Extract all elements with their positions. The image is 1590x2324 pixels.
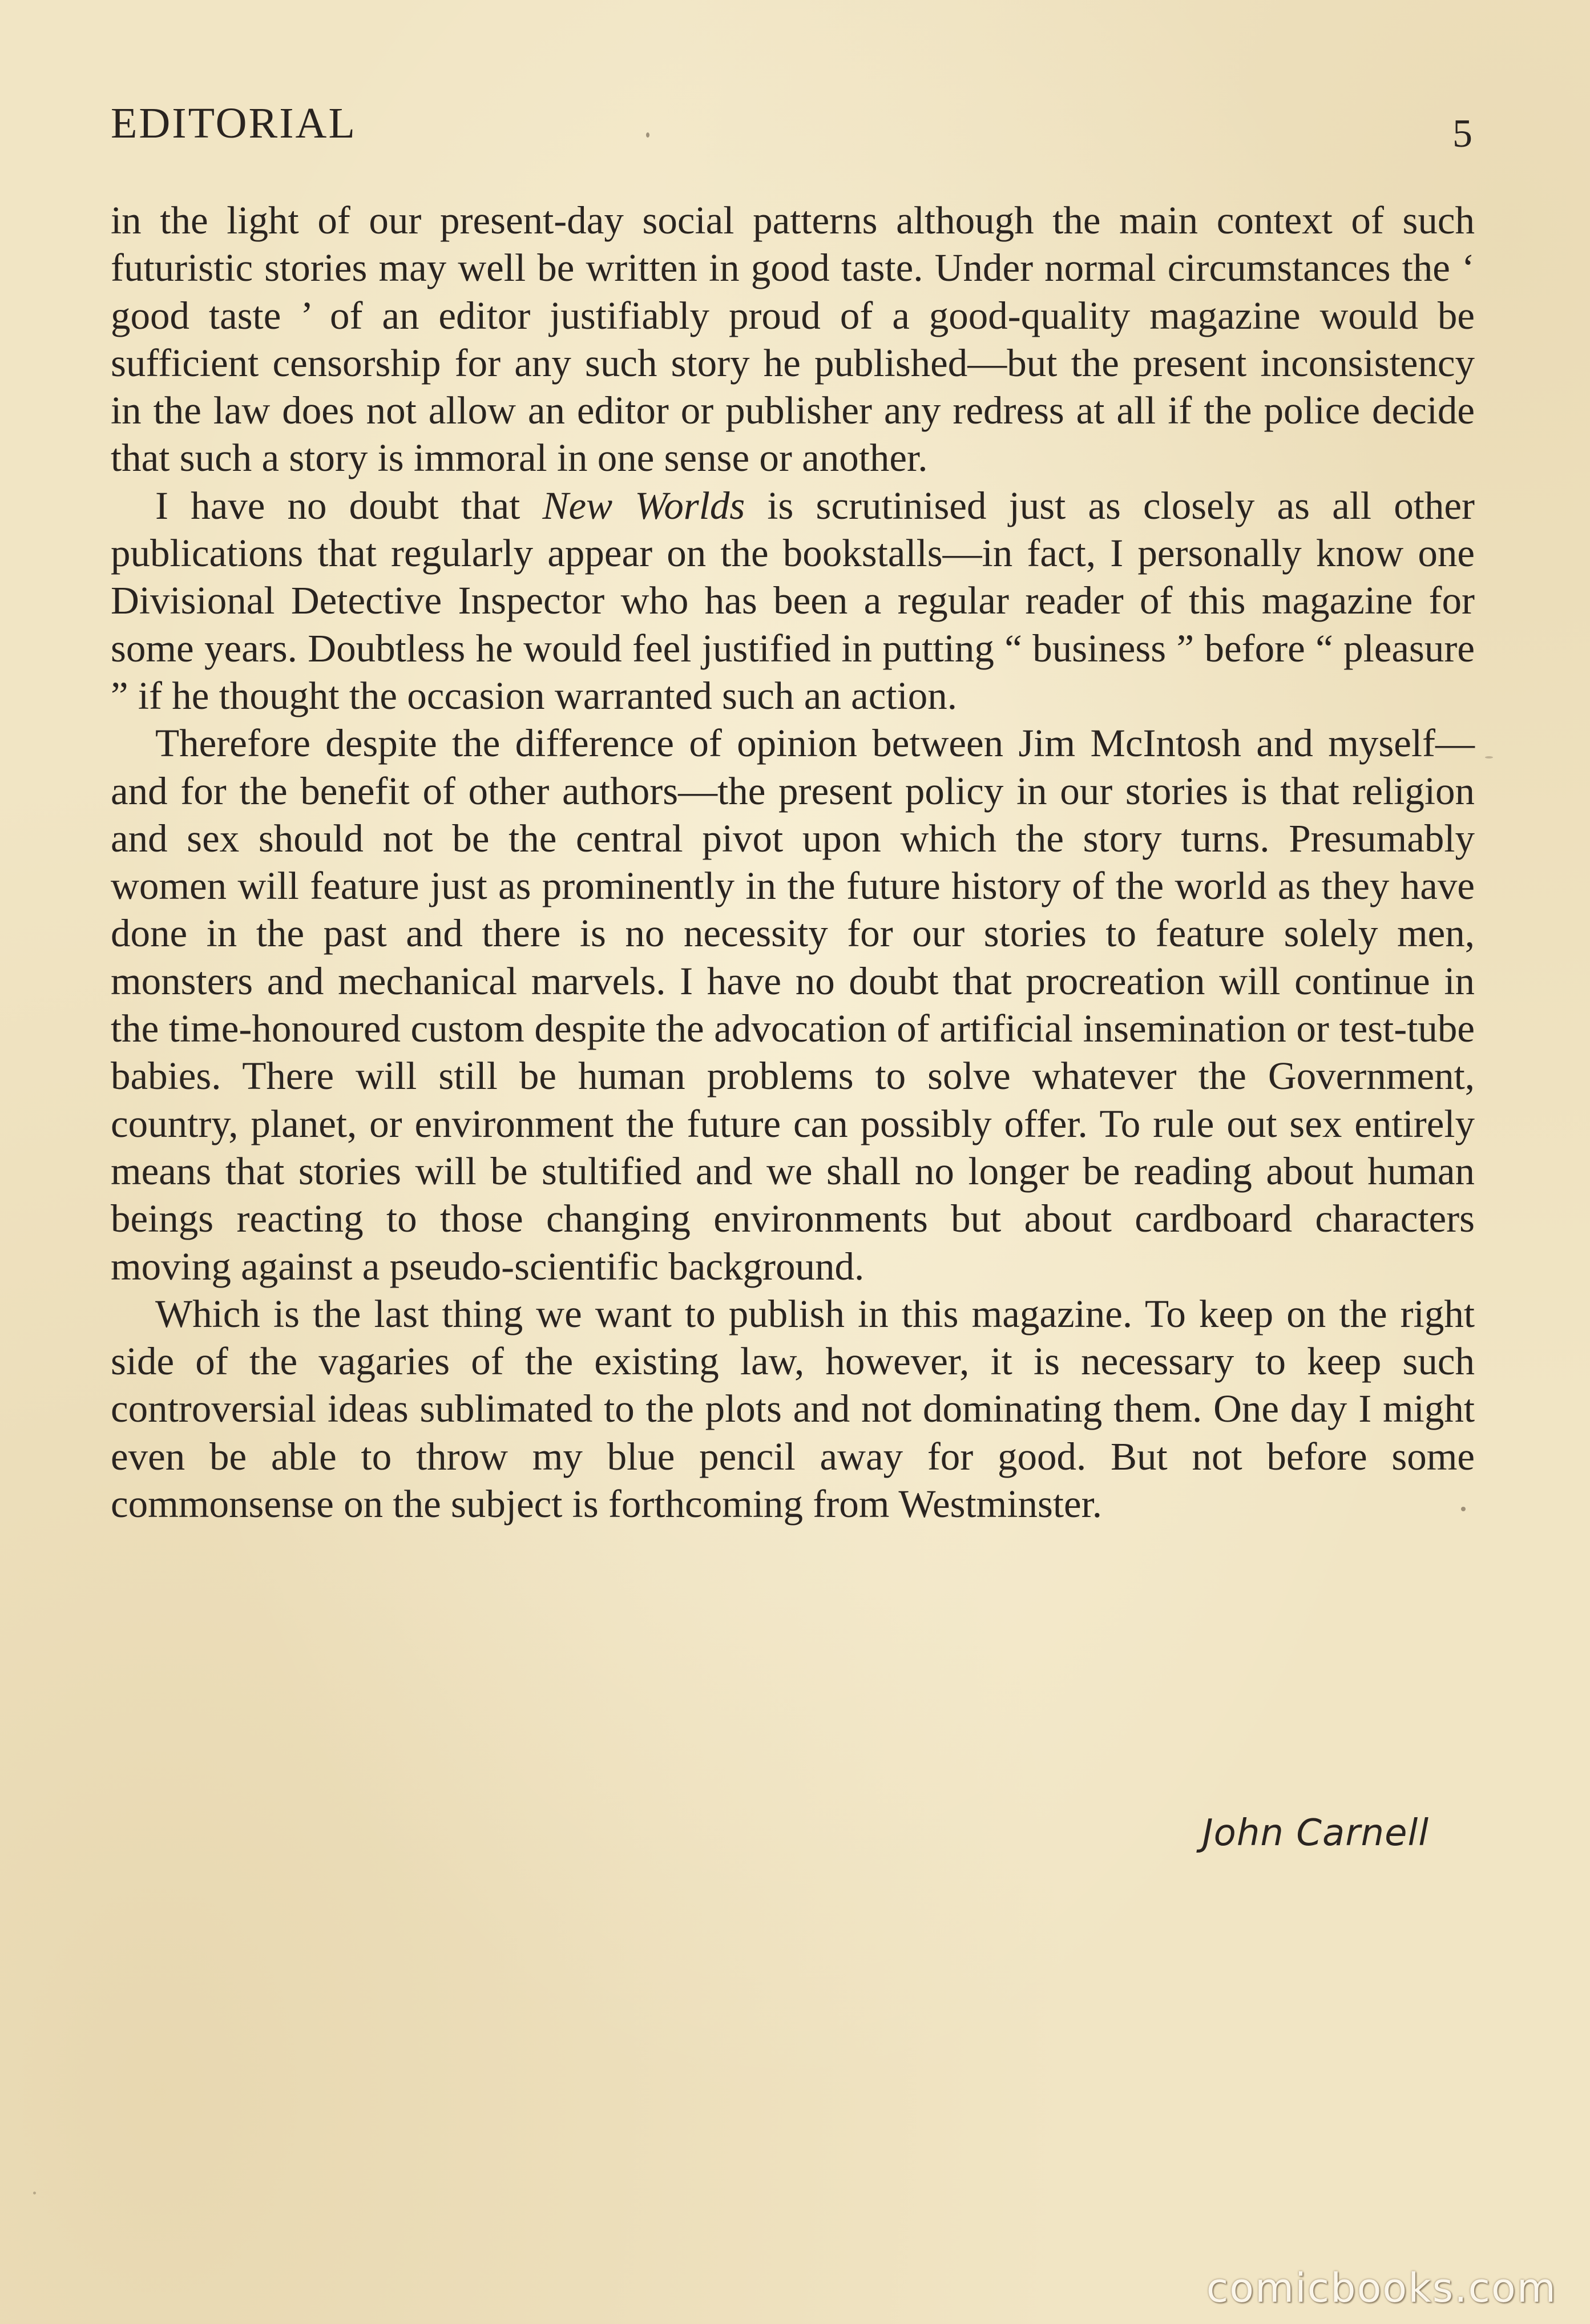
author-signature: John Carnell	[1202, 1812, 1429, 1854]
paragraph	[111, 197, 1475, 482]
print-speck	[1461, 1507, 1466, 1511]
paragraph-text: Which is the last thing we want to publish in this magazine. To keep on the right side of the vagaries of the existing law, however, it is necessary to keep such controversial ideas sublimated to the plots and not dominating them. One day I might even be able to throw my blue pencil away for good. But not before some commonsense on the subject is forthcoming from Westminster.	[111, 1292, 1475, 1526]
paragraph-text: in the light of our present-day social patterns although the main context of such futuristic stories may well be written in good taste. Under normal circumstances the ‘ good taste ’ of an editor justifiably proud of a good-quality magazine would be sufficient censorship for any such story he published—but the present inconsistency in the law does not allow an editor or publisher any redress at all if the police decide that such a story is immoral in one sense or another.	[111, 199, 1475, 480]
watermark-logo: comicbooks.com	[1206, 2265, 1557, 2311]
print-speck	[646, 132, 649, 138]
paragraph	[111, 482, 1475, 720]
paragraph-text: I have no doubt that	[155, 483, 543, 527]
section-title: EDITORIAL	[111, 99, 357, 147]
paragraph-text: Therefore despite the difference of opinion between Jim McIntosh and myself—and for the benefit of other authors—the present policy in our stories is that religion and sex should not be the central pivot upon which the story turns. Presumably women will feature just as prominently in the future history of the world as they have done in the past and there is no necessity for our stories to feature solely men, monsters and mechanical marvels. I have no doubt that procreation will continue in the time-honoured custom despite the advocation of artificial insemination or test-tube babies. There will still be human problems to solve whatever the Government, country, planet, or environment the future can possibly offer. To rule out sex entirely means that stories will be stultified and we shall no longer be reading about human beings reacting to those changing environments but about cardboard characters moving against a pseudo-scientific background.	[111, 721, 1475, 1288]
paragraph-text: is scrutinised just as closely as all other publications that regularly appear on the bookstalls—in fact, I personally know one Divisional Detective Inspector who has been a regular reader of this magazine for some years. Doubtless he would feel justified in putting “ business ” before “ pleasure ” if he thought the occasion warranted such an action.	[111, 483, 1475, 717]
paragraph	[111, 1290, 1475, 1528]
page-number: 5	[1452, 112, 1472, 156]
paragraph	[111, 720, 1475, 1290]
editorial-body	[111, 197, 1475, 1528]
print-speck	[1485, 756, 1493, 758]
print-speck	[33, 2192, 36, 2194]
magazine-title-italic: New Worlds	[542, 483, 745, 527]
